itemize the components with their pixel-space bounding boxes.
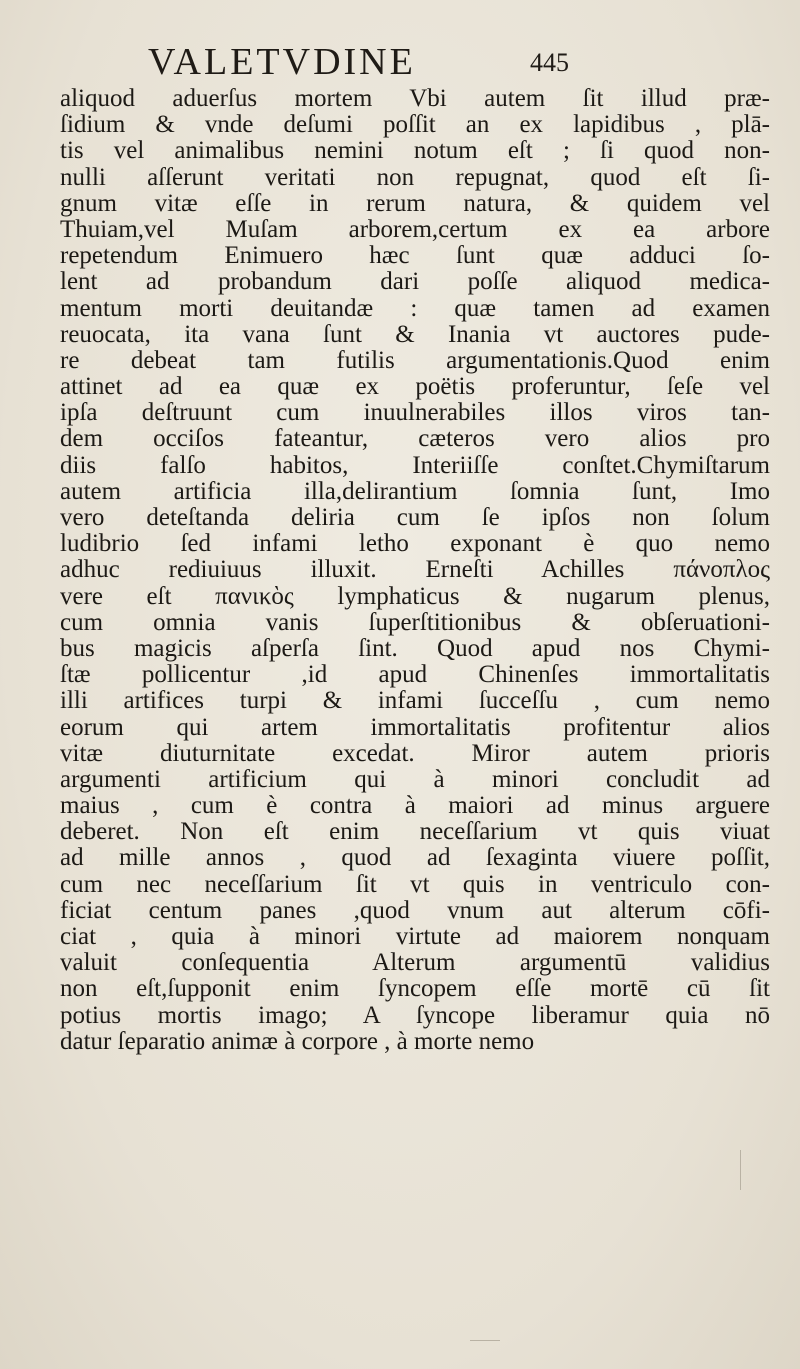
- text-line: cum nec neceſſarium ſit vt quis in ventriculo con-: [60, 871, 770, 898]
- text-line: Thuiam,vel Muſam arborem,certum ex ea arbore: [60, 216, 770, 243]
- text-line: non eſt,ſupponit enim ſyncopem eſſe mortē cū ſit: [60, 976, 770, 1003]
- text-line: deberet. Non eſt enim neceſſarium vt quis viuat: [60, 819, 770, 846]
- text-line: ſtæ pollicentur ,id apud Chinenſes immortalitatis: [60, 662, 770, 689]
- text-line: illi artifices turpi & infami ſucceſſu , cum nemo: [60, 688, 770, 715]
- text-line: attinet ad ea quæ ex poëtis proferuntur, ſeſe vel: [60, 374, 770, 401]
- text-line: dem occiſos fateantur, cæteros vero alios pro: [60, 426, 770, 453]
- text-line: valuit conſequentia Alterum argumentū validius: [60, 950, 770, 977]
- text-line: ciat , quia à minori virtute ad maiorem nonquam: [60, 924, 770, 950]
- text-line: re debeat tam futilis argumentationis.Quod enim: [60, 347, 770, 374]
- text-line: datur ſeparatio animæ à corpore , à morte nemo: [60, 1028, 535, 1055]
- text-line: adhuc rediuiuus illuxit. Erneſti Achilles πάνοπλος: [60, 557, 770, 584]
- text-line: vere eſt πανικὸς lymphaticus & nugarum plenus,: [60, 583, 770, 610]
- paper-mark: [740, 1150, 741, 1190]
- text-line: cum omnia vanis ſuperſtitionibus & obſeruationi-: [60, 609, 770, 636]
- running-head: VALETVDINE: [148, 41, 416, 83]
- text-line: ficiat centum panes ,quod vnum aut alterum cōfi-: [60, 897, 770, 924]
- text-line: tis vel animalibus nemini notum eſt ; ſi quod non-: [60, 138, 770, 165]
- text-line: nulli aſſerunt veritati non repugnat, quod eſt ſi-: [60, 164, 770, 191]
- text-line: gnum vitæ eſſe in rerum natura, & quidem vel: [60, 190, 770, 217]
- text-line: vero deteſtanda deliria cum ſe ipſos non ſolum: [60, 505, 770, 531]
- text-line: autem artificia illa,delirantium ſomnia ſunt, Imo: [60, 478, 770, 505]
- text-line: mentum morti deuitandæ : quæ tamen ad examen: [60, 295, 770, 322]
- text-line: ludibrio ſed infami letho exponant è quo nemo: [60, 531, 770, 558]
- text-line: argumenti artificium qui à minori concludit ad: [60, 766, 770, 793]
- text-line: ipſa deſtruunt cum inuulnerabiles illos viros tan-: [60, 400, 770, 427]
- page-number: 445: [530, 48, 569, 77]
- text-line: maius , cum è contra à maiori ad minus arguere: [60, 793, 770, 820]
- text-line: vitæ diuturnitate excedat. Miror autem prioris: [60, 740, 770, 767]
- text-line: aliquod aduerſus mortem Vbi autem ſit illud præ-: [60, 86, 770, 112]
- paper-mark: [470, 1340, 500, 1341]
- body-text: [60, 86, 770, 1055]
- text-line: eorum qui artem immortalitatis profitentur alios: [60, 714, 770, 741]
- text-line: bus magicis aſperſa ſint. Quod apud nos Chymi-: [60, 635, 770, 662]
- text-line: reuocata, ita vana ſunt & Inania vt auctores pude-: [60, 321, 770, 348]
- text-line: lent ad probandum dari poſſe aliquod medica-: [60, 269, 770, 296]
- text-line: ſidium & vnde deſumi poſſit an ex lapidibus , plā-: [60, 112, 770, 139]
- page-header: [0, 40, 800, 84]
- text-line: repetendum Enimuero hæc ſunt quæ adduci ſo-: [60, 243, 770, 270]
- text-line: potius mortis imago; A ſyncope liberamur quia nō: [60, 1002, 770, 1029]
- text-line: ad mille annos , quod ad ſexaginta viuere poſſit,: [60, 845, 770, 872]
- text-line: diis falſo habitos, Interiiſſe conſtet.Chymiſtarum: [60, 452, 770, 479]
